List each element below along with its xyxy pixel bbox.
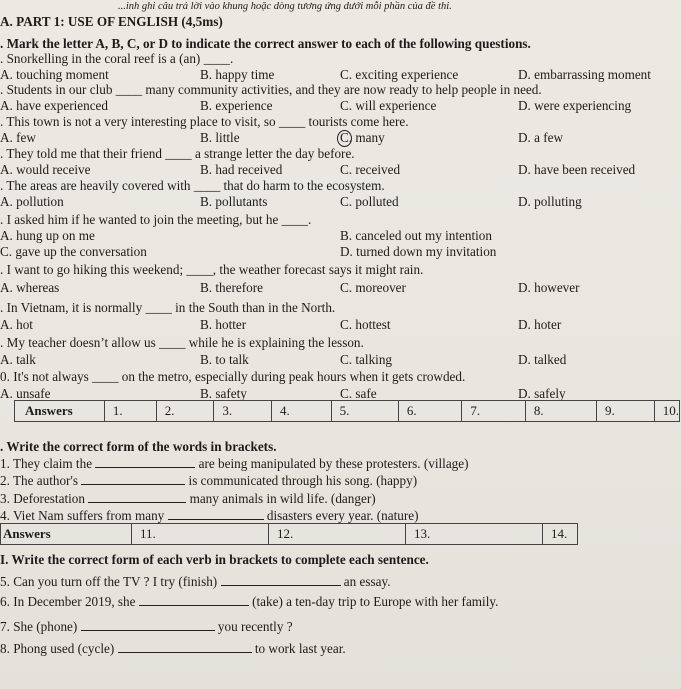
answer-blank[interactable]: [139, 593, 249, 606]
q3-option-d: D. a few: [518, 130, 564, 145]
item-text-before: She (phone): [13, 619, 78, 634]
question-4-stem: . They told me that their friend ____ a strange letter the day before.: [0, 146, 355, 161]
q6-option-c: C. gave up the conversation: [0, 244, 147, 259]
verb-form-item-8: [0, 640, 346, 657]
item-number: 2.: [0, 473, 10, 488]
section2-instruction: . Write the correct form of the words in brackets.: [0, 439, 277, 454]
q8-option-b: B. hotter: [200, 317, 247, 332]
q5-option-c: C. polluted: [340, 194, 399, 209]
question-3-stem: . This town is not a very interesting place to visit, so ____ tourists come here.: [0, 114, 409, 129]
answer-cell-7[interactable]: 7.: [462, 401, 525, 422]
q3-option-a: A. few: [0, 130, 36, 145]
section1-instruction: . Mark the letter A, B, C, or D to indicate the correct answer to each of the following questions.: [0, 36, 531, 51]
item-number: 5.: [0, 574, 10, 589]
answer-cell-13[interactable]: 13.: [406, 524, 543, 545]
q10-option-d: D. safely: [518, 386, 566, 401]
item-text-before: Phong used (cycle): [13, 641, 115, 656]
q6-option-a: A. hung up on me: [0, 228, 95, 243]
item-text-after: is communicated through his song. (happy): [188, 473, 418, 488]
item-text-before: The author's: [12, 473, 78, 488]
q4-option-c: C. received: [340, 162, 401, 177]
item-text-after: to work last year.: [254, 641, 346, 656]
item-text-after: disasters every year. (nature): [266, 508, 419, 523]
item-number: 1.: [0, 456, 10, 471]
q7-option-d: D. however: [518, 280, 580, 295]
answer-cell-10[interactable]: 10.: [654, 401, 679, 422]
item-number: 8.: [0, 641, 10, 656]
q9-option-d: D. talked: [518, 352, 567, 367]
question-10-stem: 0. It's not always ____ on the metro, especially during peak hours when it gets crowded.: [0, 369, 466, 384]
q6-option-b: B. canceled out my intention: [340, 228, 492, 243]
q4-option-d: D. have been received: [518, 162, 636, 177]
answers-label: Answers: [1, 524, 132, 545]
answer-blank[interactable]: [81, 618, 215, 631]
q3-option-c: C. many: [340, 130, 385, 145]
answer-cell-9[interactable]: 9.: [597, 401, 655, 422]
word-form-item-1: [0, 455, 469, 472]
item-text-after: you recently ?: [217, 619, 293, 634]
answer-cell-3[interactable]: 3.: [214, 401, 272, 422]
q7-option-a: A. whereas: [0, 280, 60, 295]
q10-option-c: C. safe: [340, 386, 377, 401]
answers-table-1: [14, 400, 680, 422]
q8-option-a: A. hot: [0, 317, 33, 332]
item-text-before: Can you turn off the TV ? I try (finish): [13, 574, 218, 589]
answer-cell-12[interactable]: 12.: [269, 524, 406, 545]
question-7-stem: . I want to go hiking this weekend; ____, the weather forecast says it might rain.: [0, 262, 424, 277]
question-8-stem: . In Vietnam, it is normally ____ in the South than in the North.: [0, 300, 336, 315]
q7-option-b: B. therefore: [200, 280, 263, 295]
q10-option-b: B. safety: [200, 386, 247, 401]
answer-cell-8[interactable]: 8.: [525, 401, 596, 422]
answer-cell-6[interactable]: 6.: [398, 401, 461, 422]
answer-blank[interactable]: [88, 490, 186, 503]
q3-option-b: B. little: [200, 130, 240, 145]
answer-blank[interactable]: [118, 640, 252, 653]
answers-table-2: [0, 523, 578, 545]
q2-option-c: C. will experience: [340, 98, 437, 113]
section3-instruction: I. Write the correct form of each verb in brackets to complete each sentence.: [0, 552, 429, 567]
q2-option-a: A. have experienced: [0, 98, 109, 113]
header-note: ...inh ghi câu trả lời vào khung hoặc dòng tương ứng dưới mỗi phần của đề thi.: [118, 1, 452, 12]
q7-option-c: C. moreover: [340, 280, 406, 295]
verb-form-item-5: [0, 573, 391, 590]
verb-form-item-7: [0, 618, 293, 635]
q8-option-c: C. hottest: [340, 317, 391, 332]
q10-option-a: A. unsafe: [0, 386, 51, 401]
item-number: 7.: [0, 619, 10, 634]
answer-blank[interactable]: [81, 472, 185, 485]
answer-cell-11[interactable]: 11.: [132, 524, 269, 545]
item-text-after: an essay.: [343, 574, 391, 589]
q2-option-b: B. experience: [200, 98, 273, 113]
item-text-before: In December 2019, she: [13, 594, 136, 609]
question-2-stem: . Students in our club ____ many community activities, and they are now ready to help people in need.: [0, 82, 542, 97]
answer-blank[interactable]: [221, 573, 341, 586]
q9-option-a: A. talk: [0, 352, 36, 367]
q9-option-c: C. talking: [340, 352, 393, 367]
item-text-after: are being manipulated by these protesters. (village): [198, 456, 469, 471]
answer-cell-1[interactable]: 1.: [104, 401, 156, 422]
answer-cell-2[interactable]: 2.: [156, 401, 214, 422]
question-5-stem: . The areas are heavily covered with ____ that do harm to the ecosystem.: [0, 178, 385, 193]
item-text-before: Deforestation: [13, 491, 85, 506]
q5-option-b: B. pollutants: [200, 194, 268, 209]
q9-option-b: B. to talk: [200, 352, 249, 367]
part1-title: A. PART 1: USE OF ENGLISH (4,5ms): [0, 14, 223, 29]
answer-cell-14[interactable]: 14.: [543, 524, 578, 545]
q1-option-b: B. happy time: [200, 67, 275, 82]
q1-option-d: D. embarrassing moment: [518, 67, 651, 82]
question-1-stem: . Snorkelling in the coral reef is a (an) ____.: [0, 51, 234, 66]
q5-option-a: A. pollution: [0, 194, 64, 209]
question-9-stem: . My teacher doesn’t allow us ____ while he is explaining the lesson.: [0, 335, 364, 350]
q5-option-d: D. polluting: [518, 194, 582, 209]
question-6-stem: . I asked him if he wanted to join the meeting, but he ____.: [0, 212, 312, 227]
item-text-before: Viet Nam suffers from many: [12, 508, 165, 523]
item-text-after: (take) a ten-day trip to Europe with her family.: [252, 594, 499, 609]
answer-circle-mark: [337, 130, 352, 147]
item-number: 3.: [0, 491, 10, 506]
q6-option-d: D. turned down my invitation: [340, 244, 497, 259]
item-text-after: many animals in wild life. (danger): [189, 491, 376, 506]
item-number: 4.: [0, 508, 10, 523]
answer-cell-4[interactable]: 4.: [272, 401, 332, 422]
q8-option-d: D. hoter: [518, 317, 562, 332]
word-form-item-3: [0, 490, 376, 507]
word-form-item-4: [0, 507, 418, 524]
q4-option-a: A. would receive: [0, 162, 91, 177]
answer-blank[interactable]: [95, 455, 195, 468]
answer-cell-5[interactable]: 5.: [331, 401, 398, 422]
item-text-before: They claim the: [12, 456, 93, 471]
q2-option-d: D. were experiencing: [518, 98, 632, 113]
answers-label: Answers: [15, 401, 105, 422]
q4-option-b: B. had received: [200, 162, 283, 177]
verb-form-item-6: [0, 593, 498, 610]
q1-option-a: A. touching moment: [0, 67, 109, 82]
answer-blank[interactable]: [168, 507, 264, 520]
q1-option-c: C. exciting experience: [340, 67, 459, 82]
word-form-item-2: [0, 472, 417, 489]
item-number: 6.: [0, 594, 10, 609]
